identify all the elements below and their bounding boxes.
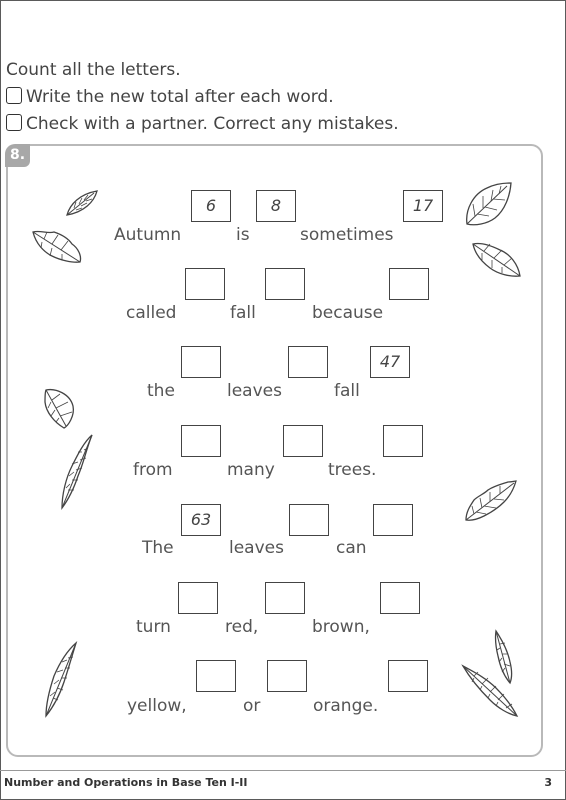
answer-box[interactable] bbox=[196, 660, 236, 692]
word: brown, bbox=[312, 617, 370, 637]
answer-box[interactable]: 6 bbox=[191, 190, 231, 222]
leaf-icon bbox=[460, 662, 520, 720]
word: can bbox=[336, 538, 367, 558]
instruction-text: Write the new total after each word. bbox=[26, 87, 334, 107]
checkbox-icon[interactable] bbox=[6, 87, 22, 104]
leaf-icon bbox=[42, 386, 76, 430]
footer-rule bbox=[0, 770, 566, 771]
word: fall bbox=[230, 303, 256, 323]
leaf-icon bbox=[462, 478, 518, 524]
answer-box[interactable] bbox=[283, 425, 323, 457]
word: is bbox=[236, 225, 250, 245]
answer-box[interactable]: 17 bbox=[403, 190, 443, 222]
answer-box[interactable] bbox=[383, 425, 423, 457]
instruction-text: Count all the letters. bbox=[6, 60, 181, 80]
answer-box[interactable] bbox=[267, 660, 307, 692]
answer-box[interactable] bbox=[380, 582, 420, 614]
word: fall bbox=[334, 381, 360, 401]
instruction-text: Check with a partner. Correct any mistakes. bbox=[26, 114, 399, 134]
answer-box[interactable] bbox=[265, 268, 305, 300]
answer-box[interactable] bbox=[288, 346, 328, 378]
answer-box[interactable] bbox=[185, 268, 225, 300]
word: because bbox=[312, 303, 384, 323]
instruction-write bbox=[6, 87, 334, 107]
instruction-count bbox=[6, 60, 181, 80]
word: the bbox=[147, 381, 175, 401]
word: or bbox=[243, 696, 261, 716]
word: from bbox=[133, 460, 173, 480]
leaf-icon bbox=[30, 226, 84, 266]
answer-box[interactable] bbox=[178, 582, 218, 614]
footer-title: Number and Operations in Base Ten I-II bbox=[4, 776, 248, 789]
answer-box[interactable]: 47 bbox=[370, 346, 410, 378]
answer-box[interactable] bbox=[289, 504, 329, 536]
leaf-icon bbox=[470, 240, 522, 280]
answer-box[interactable] bbox=[388, 660, 428, 692]
leaf-icon bbox=[40, 640, 80, 720]
answer-box[interactable] bbox=[265, 582, 305, 614]
word: sometimes bbox=[300, 225, 394, 245]
answer-box[interactable]: 8 bbox=[256, 190, 296, 222]
answer-box[interactable] bbox=[389, 268, 429, 300]
leaf-icon bbox=[463, 180, 513, 228]
exercise-number: 8. bbox=[5, 144, 30, 167]
word: called bbox=[126, 303, 177, 323]
instruction-check bbox=[6, 114, 399, 134]
page-number: 3 bbox=[544, 776, 552, 789]
leaf-icon bbox=[56, 432, 96, 512]
word: many bbox=[227, 460, 275, 480]
word: Autumn bbox=[114, 225, 182, 245]
word: turn bbox=[136, 617, 171, 637]
leaf-icon bbox=[64, 188, 100, 218]
word: orange. bbox=[313, 696, 379, 716]
word: leaves bbox=[229, 538, 284, 558]
checkbox-icon[interactable] bbox=[6, 114, 22, 131]
word: yellow, bbox=[127, 696, 187, 716]
word: leaves bbox=[227, 381, 282, 401]
word: red, bbox=[225, 617, 259, 637]
word: trees. bbox=[328, 460, 377, 480]
answer-box[interactable]: 63 bbox=[181, 504, 221, 536]
answer-box[interactable] bbox=[181, 346, 221, 378]
answer-box[interactable] bbox=[181, 425, 221, 457]
answer-box[interactable] bbox=[373, 504, 413, 536]
word: The bbox=[142, 538, 174, 558]
